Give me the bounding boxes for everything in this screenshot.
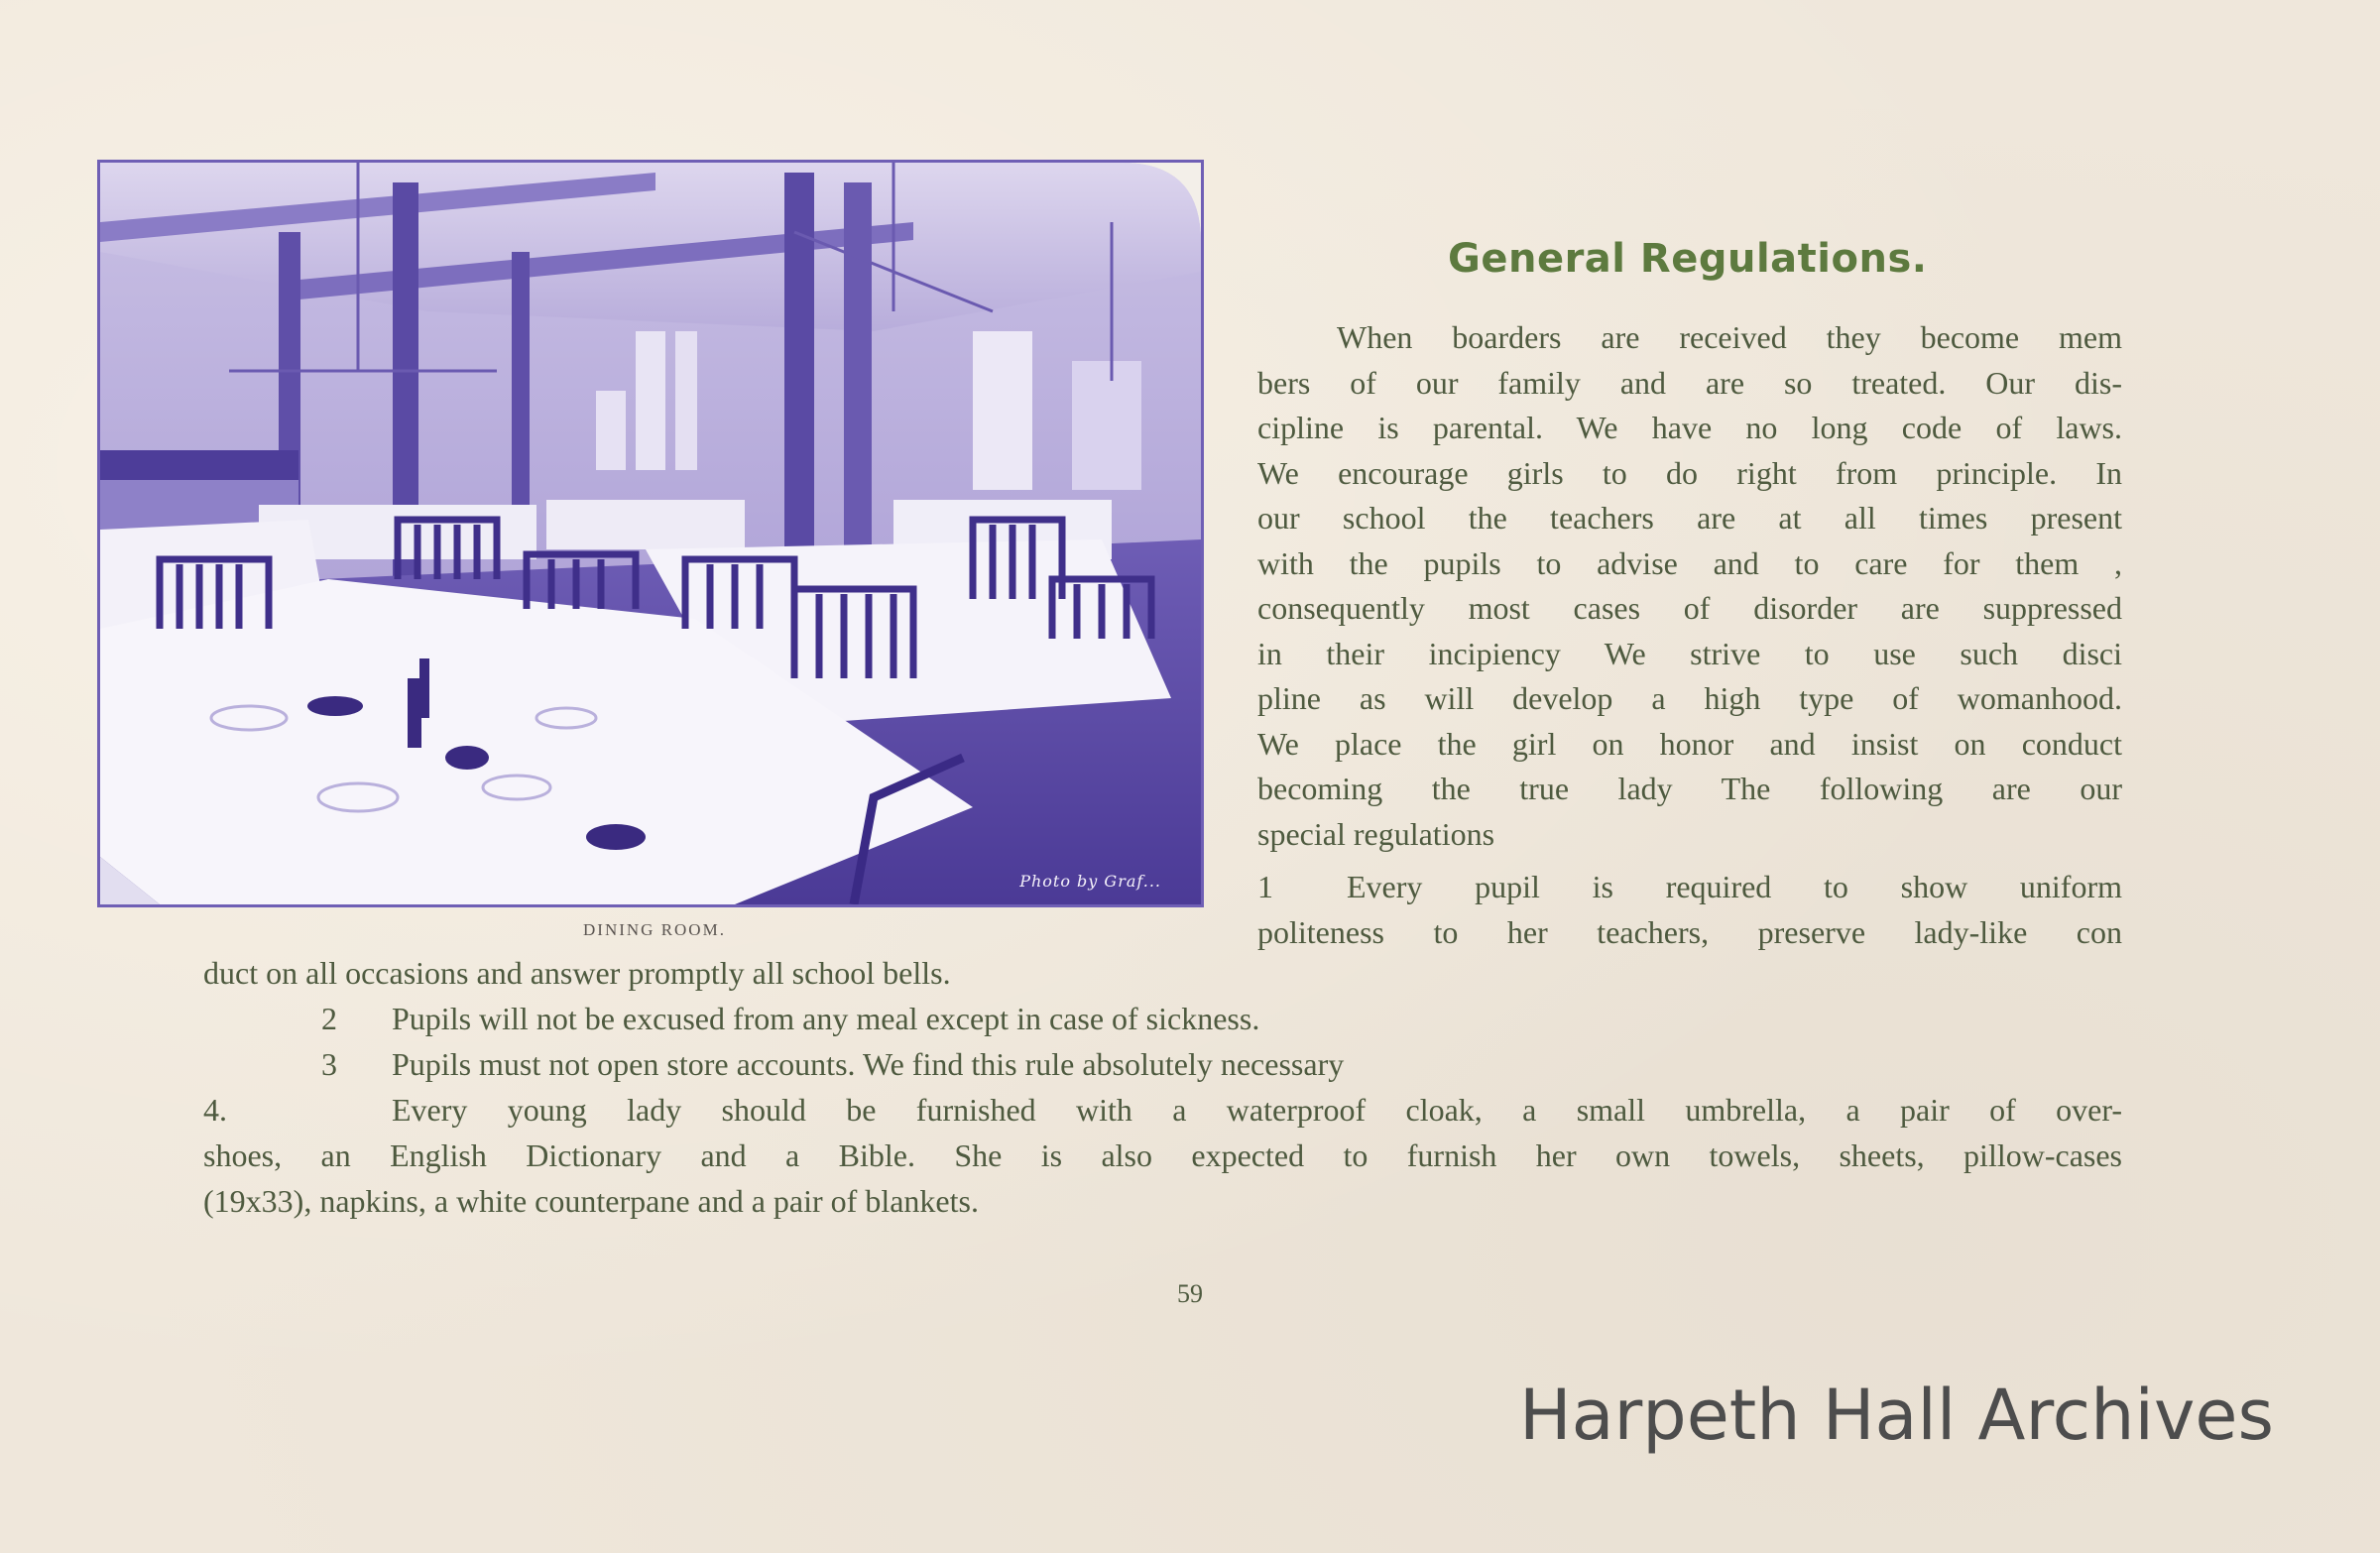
rule-text: Pupils must not open store accounts. We find this rule absolutely necessary (392, 1046, 1345, 1082)
intro-line: consequently most cases of disorder are suppressed (1257, 590, 2122, 626)
intro-line: with the pupils to advise and to care for them , (1257, 544, 2122, 581)
rule-text: Pupils will not be excused from any meal except in case of sickness. (392, 1001, 1260, 1036)
rule-number: 2 (321, 1001, 337, 1036)
rule-number: 3 (321, 1046, 337, 1082)
rule-number: 1 (1257, 869, 1273, 904)
intro-line: When boarders are received they become mem (1337, 319, 2122, 355)
rule-text: shoes, an English Dictionary and a Bible. She is also expected to furnish her own towels, sheets, pillow-cases (203, 1137, 2122, 1173)
intro-line: pline as will develop a high type of womanhood. (1257, 680, 2122, 716)
rules-list (203, 950, 2122, 1224)
dining-room-illustration (100, 163, 1201, 904)
rule-number: 4. (203, 1092, 227, 1128)
rule-text: Every pupil is required to show uniform (1347, 869, 2122, 904)
rule-4 (203, 1087, 2122, 1133)
rule-2 (203, 996, 2122, 1041)
rule-3 (203, 1041, 2122, 1087)
page-number: 59 (1177, 1279, 1203, 1308)
photo-caption: DINING ROOM. (583, 920, 726, 939)
intro-line: bers of our family and are so treated. Our dis- (1257, 364, 2122, 401)
page-heading: General Regulations. (1448, 236, 1928, 282)
rule-1 (1257, 865, 2122, 955)
intro-line: cipline is parental. We have no long code of laws. (1257, 410, 2122, 445)
intro-paragraph (1257, 315, 2122, 857)
intro-line: We place the girl on honor and insist on conduct (1257, 725, 2122, 762)
intro-line: our school the teachers are at all times present (1257, 500, 2122, 536)
intro-line: in their incipiency We strive to use such disci (1257, 635, 2122, 671)
rule-text: politeness to her teachers, preserve lady-like con (1257, 913, 2122, 950)
rule-text: (19x33), napkins, a white counterpane and a pair of blankets. (203, 1183, 979, 1219)
intro-line: special regulations (1257, 815, 1495, 852)
archive-watermark: Harpeth Hall Archives (1519, 1374, 2274, 1456)
dining-room-photo (97, 160, 1204, 907)
rule-text: Every young lady should be furnished with a waterproof cloak, a small umbrella, a pair of over- (392, 1092, 2122, 1128)
photo-credit: Photo by Graf... (1019, 872, 1161, 891)
intro-line: We encourage girls to do right from principle. In (1257, 454, 2122, 491)
intro-line: becoming the true lady The following are our (1257, 771, 2122, 806)
rule-1-continuation: duct on all occasions and answer promptly all school bells. (203, 955, 951, 991)
